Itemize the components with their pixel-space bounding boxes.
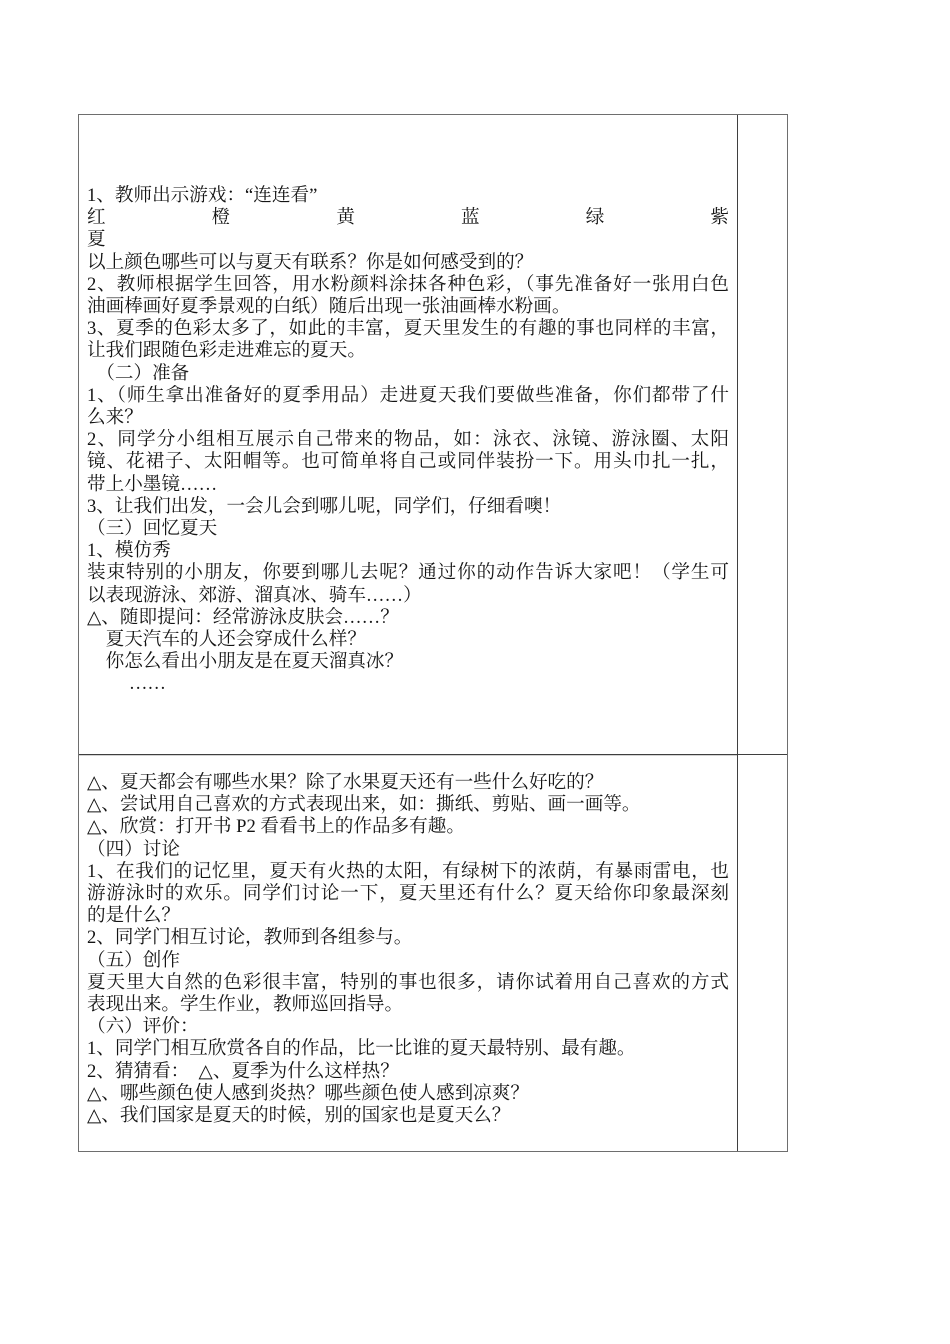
text-line: 1、教师出示游戏：“连连看” — [87, 185, 318, 206]
text-line: 么来？ — [87, 407, 143, 429]
text-line: 夏天汽车的人还会穿成什么样？ — [87, 629, 366, 651]
text-line: △、随即提问：经常游泳皮肤会……？ — [87, 606, 399, 628]
text-line: 以上颜色哪些可以与夏天有联系？你是如何感受到的？ — [87, 251, 534, 273]
text-line: 3、夏季的色彩太多了，如此的丰富，夏天里发生的有趣的事也同样的丰富， — [87, 318, 729, 340]
text-line: （四）讨论 — [87, 838, 180, 860]
text-line: 1、模仿秀 — [87, 540, 171, 562]
lesson-plan-table — [78, 114, 788, 1152]
text-line: （三）回忆夏天 — [87, 518, 218, 540]
text-line: 你怎么看出小朋友是在夏天溜真冰？ — [87, 651, 404, 673]
color-word: 紫 — [710, 207, 729, 229]
table-row — [79, 754, 787, 1151]
text-line: △、夏天都会有哪些水果？除了水果夏天还有一些什么好吃的？ — [87, 772, 604, 793]
text-line: 表现出来。学生作业，教师巡回指导。 — [87, 994, 404, 1016]
text-line: 让我们跟随色彩走进难忘的夏天。 — [87, 340, 366, 362]
text-line: 装束特别的小朋友，你要到哪儿去呢？通过你的动作告诉大家吧！（学生可 — [87, 562, 729, 584]
table-cell-note-column-1 — [737, 115, 787, 754]
text-line: 带上小墨镜…… — [87, 473, 218, 495]
text-line: （六）评价： — [87, 1016, 199, 1038]
text-line: 油画棒画好夏季景观的白纸）随后出现一张油画棒水粉画。 — [87, 296, 571, 318]
text-line: …… — [87, 673, 167, 695]
text-line: 1、同学门相互欣赏各自的作品，比一比谁的夏天最特别、最有趣。 — [87, 1038, 636, 1060]
text-line: 夏 — [87, 229, 106, 251]
text-line: （五）创作 — [87, 949, 180, 971]
text-line: △、尝试用自己喜欢的方式表现出来，如：撕纸、剪贴、画一画等。 — [87, 794, 641, 816]
text-line: 的是什么？ — [87, 905, 180, 927]
text-line: 以表现游泳、郊游、溜真冰、骑车……） — [87, 584, 422, 606]
table-cell-teaching-process-2 — [79, 755, 737, 1151]
text-line: 3、让我们出发，一会儿会到哪儿呢，同学们，仔细看噢！ — [87, 495, 562, 517]
text-line: 游游泳时的欢乐。同学们讨论一下，夏天里还有什么？夏天给你印象最深刻 — [87, 883, 729, 905]
text-line: △、欣赏：打开书 P2 看看书上的作品多有趣。 — [87, 816, 465, 838]
text-line: 2、同学分小组相互展示自己带来的物品，如：泳衣、泳镜、游泳圈、太阳 — [87, 429, 729, 451]
text-line: 2、猜猜看： △、夏季为什么这样热？ — [87, 1060, 399, 1082]
text-line: 1、（师生拿出准备好的夏季用品）走进夏天我们要做些准备，你们都带了什 — [87, 384, 729, 406]
color-word: 黄 — [336, 207, 355, 229]
text-line: △、哪些颜色使人感到炎热？哪些颜色使人感到凉爽？ — [87, 1082, 529, 1104]
text-line: 1、在我们的记忆里，夏天有火热的太阳，有绿树下的浓荫，有暴雨雷电，也 — [87, 860, 729, 882]
text-line: 夏天里大自然的色彩很丰富，特别的事也很多，请你试着用自己喜欢的方式 — [87, 971, 729, 993]
color-word: 绿 — [585, 207, 605, 229]
table-cell-teaching-process-1 — [79, 115, 737, 754]
text-line: 2、教师根据学生回答，用水粉颜料涂抹各种色彩，（事先准备好一张用白色 — [87, 273, 729, 295]
color-word: 红 — [87, 207, 106, 229]
text-line: 2、同学门相互讨论，教师到各组参与。 — [87, 927, 413, 949]
color-word: 蓝 — [461, 207, 480, 229]
text-line: （二）准备 — [87, 362, 190, 384]
table-row — [79, 115, 787, 754]
text-line: △、我们国家是夏天的时候，别的国家也是夏天么？ — [87, 1105, 511, 1127]
color-words-line — [87, 207, 729, 229]
text-line: 镜、花裙子、太阳帽等。也可简单将自己或同伴装扮一下。用头巾扎一扎， — [87, 451, 729, 473]
table-cell-note-column-2 — [737, 755, 787, 1151]
color-word: 橙 — [211, 207, 231, 229]
